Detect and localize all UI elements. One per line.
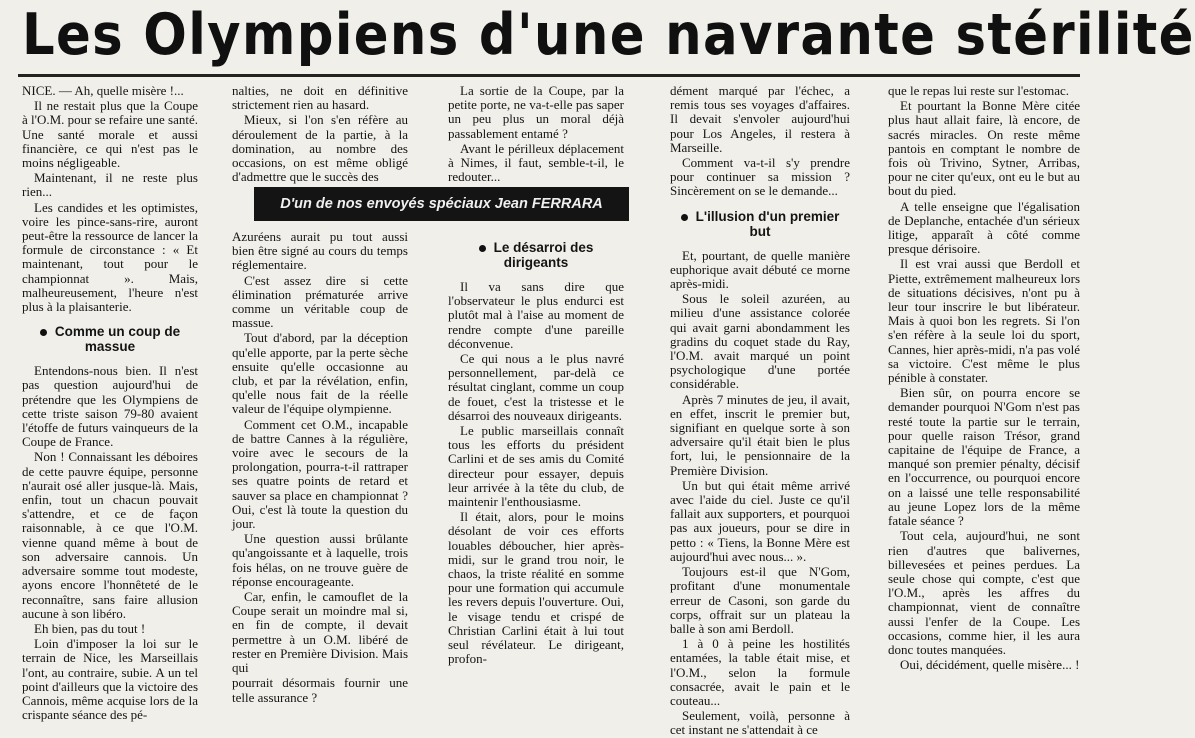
paragraph: Loin d'imposer la loi sur le terrain de Nice, les Marseillais l'ont, au contraire, subie. A un tel point d'ailleurs que la victoire des Cannois, même acquise lors de la crispante séance des pé- <box>22 636 198 723</box>
paragraph: Entendons-nous bien. Il n'est pas question aujourd'hui de prétendre que les Olympiens de cette triste saison 79-80 avaient l'étoffe de futurs vainqueurs de la Coupe de France. <box>22 363 198 450</box>
paragraph: Il va sans dire que l'observateur le plus endurci est plutôt mal à l'aise au moment de rendre compte d'une pareille déconvenue. <box>448 279 624 351</box>
column-1 <box>22 83 198 723</box>
paragraph: Un but qui était même arrivé avec l'aide du ciel. Juste ce qu'il fallait aux supporters, et pourquoi pas aux joueurs, pour se dire in petto : « Tiens, la Bonne Mère est aujourd'hui avec nous... ». <box>670 477 850 564</box>
paragraph: Mieux, si l'on s'en réfère au déroulement de la partie, à la domination, au nombre des occasions, on est même obligé d'admettre que le succès des <box>232 112 408 185</box>
paragraph: NICE. — Ah, quelle misère !... <box>22 83 184 98</box>
paragraph: La sortie de la Coupe, par la petite porte, ne va-t-elle pas saper un peu plus un moral déjà passablement entamé ? <box>448 83 624 141</box>
paragraph: Comment cet O.M., incapable de battre Cannes à la régulière, voire avec le secours de la prolongation, pourra-t-il rattraper ses quatre points de retard et sauver sa place en championnat ? Oui, c'est là toute la question du jour. <box>232 416 408 532</box>
paragraph: Avant le périlleux déplacement à Nimes, il faut, semble-t-il, le redouter... <box>448 140 624 185</box>
subheading: L'illusion d'un premier but <box>670 209 850 239</box>
bullet-icon <box>681 214 688 221</box>
paragraph: Tout cela, aujourd'hui, ne sont rien d'autres que balivernes, billevesées et peines perdues. La seule chose qui compte, c'est que l'O.M., après les affres du championnat, vient de connaître aussi l'enfer de la Coupe. Les occasions, comme hier, il les aura donc toutes manquées. <box>888 528 1080 657</box>
column-3 <box>448 83 624 185</box>
subheading: Comme un coup de massue <box>22 324 198 354</box>
paragraph: Après 7 minutes de jeu, il avait, en effet, inscrit le premier but, signifiant en quelque sorte à son adversaire qu'il était bien le plus fort, lui, le pensionnaire de la Première Division. <box>670 391 850 478</box>
headline: Les Olympiens d'une navrante stérilité <box>22 2 1195 68</box>
paragraph: C'est assez dire si cette élimination prématurée arrive comme un véritable coup de massue. <box>232 272 408 331</box>
paragraph: Toujours est-il que N'Gom, profitant d'une monumentale erreur de Casoni, son garde du corps, offrait sur un plateau la balle à son ami Berdoll. <box>670 564 850 636</box>
bullet-icon <box>40 329 47 336</box>
paragraph: nalties, ne doit en définitive strictement rien au hasard. <box>232 83 408 113</box>
paragraph: 1 à 0 à peine les hostilités entamées, la table était mise, et l'O.M., selon la formule consacrée, avait le pain et le couteau... <box>670 636 850 708</box>
paragraph: A telle enseigne que l'égalisation de Deplanche, entachée d'un sérieux litige, apparaît à côté comme presque dérisoire. <box>888 198 1080 257</box>
paragraph: Seulement, voilà, personne à cet instant ne s'attendait à ce <box>670 708 850 738</box>
paragraph: Il est vrai aussi que Berdoll et Piette, extrêmement malheureux lors de situations décisives, n'ont pu à leur tour inscrire le but libérateur. Mais à quoi bon les regrets. Si l'on s'en réfère à la seule loi du sport, Cannes, hier après-midi, n'a pas volé sa victoire. C'est même le plus pénible à constater. <box>888 256 1080 386</box>
bullet-icon <box>479 245 486 252</box>
column-5 <box>888 83 1080 673</box>
paragraph: Ce qui nous a le plus navré personnellement, par-delà ce résultat cinglant, comme un coup de fouet, c'est la tristesse et le désarroi des nouveaux dirigeants. <box>448 351 624 423</box>
paragraph: Sous le soleil azuréen, au milieu d'une assistance colorée qui avait garni abondamment les gradins du coquet stade du Ray, l'O.M. avait marqué un point psychologique d'une portée considérable. <box>670 291 850 392</box>
paragraph: Non ! Connaissant les déboires de cette pauvre équipe, personne n'aurait osé aller jusque-là. Mais, enfin, tout un chacun pouvait s'attendre, et ce de façon raisonnable, à ce que l'O.M. vienne quand même à bout de son adversaire cannois. Un adversaire somme tout modeste, ayons encore l'honnêteté de le reconnaître, sans faire allusion aucune à son libéro. <box>22 449 198 621</box>
column-3-continued <box>448 238 624 667</box>
column-2 <box>232 83 408 185</box>
paragraph: Oui, décidément, quelle misère... ! <box>900 657 1080 673</box>
paragraph: Bien sûr, on pourra encore se demander pourquoi N'Gom n'est pas resté toute la partie sur le terrain, pour quelle raison Trésor, grand capitaine de l'équipe de France, a manqué son premier pénalty, décisif en l'occurrence, ou pourquoi encore on a laissé une telle responsabilité au jeune Lopez lors de la même fatale séance ? <box>888 385 1080 529</box>
paragraph: Et, pourtant, de quelle manière euphorique avait débuté ce morne après-midi. <box>670 247 850 292</box>
paragraph: Et pourtant la Bonne Mère citée plus haut allait faire, là encore, de sacrés miracles. On reste même pantois en comptant le nombre de fois où Trivino, Sytner, Arribas, pour ne citer qu'eux, ont eu le but au bout du pied. <box>888 98 1080 199</box>
paragraph: Il était, alors, pour le moins désolant de voir ces efforts louables déboucher, hier après-midi, sur le grand trou noir, le chaos, la triste réalité en somme pour une formation qui accumule les revers depuis l'ouverture. Oui, le visage tendu et crispé de Christian Carlini était à lui tout seul révélateur. Le dirigeant, profon- <box>448 509 624 667</box>
paragraph: Il ne restait plus que la Coupe à l'O.M. pour se refaire une santé. Une santé morale et aussi financière, ce qui n'est pas le moins négligeable. <box>22 98 198 171</box>
subheading: Le désarroi des dirigeants <box>448 240 624 270</box>
headline-rule <box>18 74 1080 77</box>
paragraph: Tout d'abord, par la déception qu'elle apporte, par la perte sèche ensuite qu'elle occasionne au club, et par la révélation, enfin, qu'elle nous fait de la réelle valeur de l'équipe olympienne. <box>232 330 408 417</box>
paragraph: Azuréens aurait pu tout aussi bien être signé au cours du temps réglementaire. <box>232 229 408 273</box>
paragraph: pourrait désormais fournir une telle assurance ? <box>232 675 408 705</box>
paragraph: Car, enfin, le camouflet de la Coupe serait un moindre mal si, en fin de compte, il devait permettre à un O.M. libéré de rester en Première Division. Mais qui <box>232 589 408 676</box>
paragraph: Maintenant, il ne reste plus rien... <box>22 170 198 200</box>
column-4 <box>670 83 850 738</box>
paragraph: que le repas lui reste sur l'estomac. <box>888 83 1070 98</box>
paragraph: Une question aussi brûlante qu'angoissante et à laquelle, trois fois hélas, on ne trouve guère de réponse encourageante. <box>232 531 408 589</box>
paragraph: Le public marseillais connaît tous les efforts du président Carlini et de ses amis du Comité directeur pour essayer, depuis leur arrivée à la tête du club, de maintenir l'enthousiasme. <box>448 423 624 510</box>
paragraph: Les candides et les optimistes, voire les pince-sans-rire, auront peut-être la ressource de lancer la formule de circonstance : « Et maintenant, tout pour le championnat ». Mais, malheureusement, l'heure n'est plus à la plaisanterie. <box>22 199 198 315</box>
paragraph: Eh bien, pas du tout ! <box>34 620 146 636</box>
column-2-continued <box>232 229 408 705</box>
paragraph: dément marqué par l'échec, a remis tous ses voyages d'affaires. Il devait s'envoler aujourd'hui pour Los Angeles, il restera à Marseille. <box>670 83 850 155</box>
paragraph: Comment va-t-il s'y prendre pour continuer sa mission ? Sincèrement on se le demande... <box>670 155 850 199</box>
byline: D'un de nos envoyés spéciaux Jean FERRARA <box>254 187 629 221</box>
